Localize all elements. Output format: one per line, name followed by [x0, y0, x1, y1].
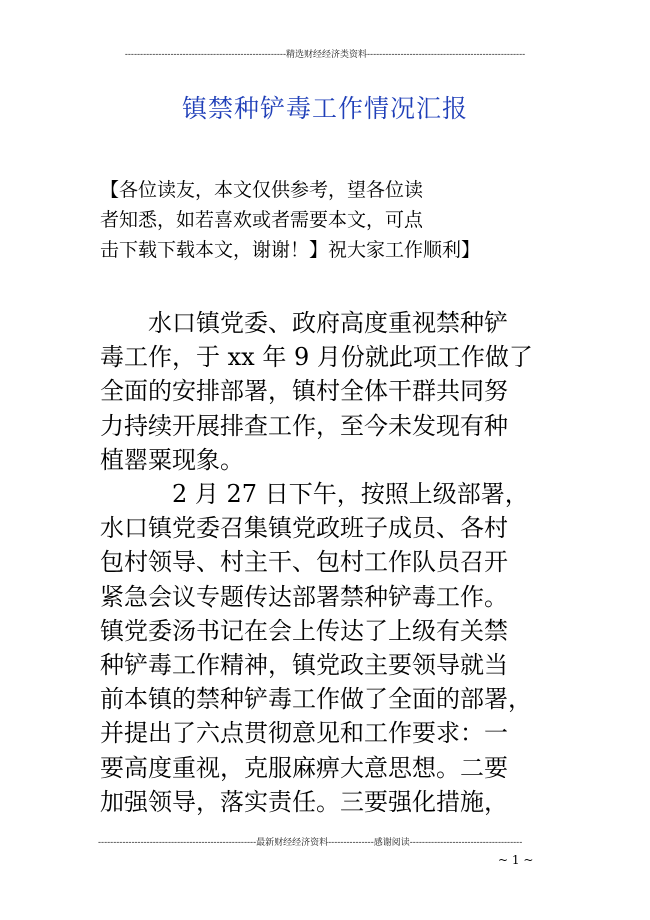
document-title: 镇禁种铲毒工作情况汇报 [181, 94, 468, 123]
body-line: 紧急会议专题传达部署禁种铲毒工作。 [100, 582, 508, 611]
notice-line: 击下载下载本文，谢谢！】祝大家工作顺利】 [100, 239, 481, 261]
body-line: 水口镇党委召集镇党政班子成员、各村 [100, 514, 508, 543]
notice-line: 者知悉，如若喜欢或者需要本文，可点 [100, 209, 424, 231]
page-number: ~ 1 ~ [498, 853, 534, 867]
body-line: 植罂粟现象。 [100, 445, 244, 474]
reader-notice [100, 175, 540, 265]
body-line: 包村领导、村主干、包村工作队员召开 [100, 548, 508, 577]
body-line: 镇党委汤书记在会上传达了上级有关禁 [100, 616, 508, 645]
body-line: 并提出了六点贯彻意见和工作要求：一 [100, 719, 508, 748]
body-line: 水口镇党委、政府高度重视禁种铲 [100, 309, 508, 337]
body-line: 力持续开展排查工作，至今未发现有种 [100, 411, 508, 440]
body-text [100, 306, 552, 819]
page-header: -----------------------------------------------------精选财经经济类资料---------------------------------------------------- [124, 50, 526, 60]
body-line: 要高度重视，克服麻痹大意思想。二要 [100, 753, 508, 782]
body-line: 种铲毒工作精神，镇党政主要领导就当 [100, 651, 508, 680]
notice-line: 【各位读友，本文仅供参考，望各位读 [100, 179, 424, 201]
body-line: 毒工作，于 xx 年 9 月份就此项工作做了 [100, 343, 533, 372]
body-line: 全面的安排部署，镇村全体干群共同努 [100, 377, 508, 406]
body-line: 加强领导，落实责任。三要强化措施， [100, 787, 508, 816]
page-footer: ----------------------------------------------------最新财经经济资料---------------感谢阅读------------------------------------- [98, 838, 523, 848]
body-line: 前本镇的禁种铲毒工作做了全面的部署， [100, 685, 532, 714]
body-line: 2 月 27 日下午，按照上级部署， [100, 480, 529, 509]
